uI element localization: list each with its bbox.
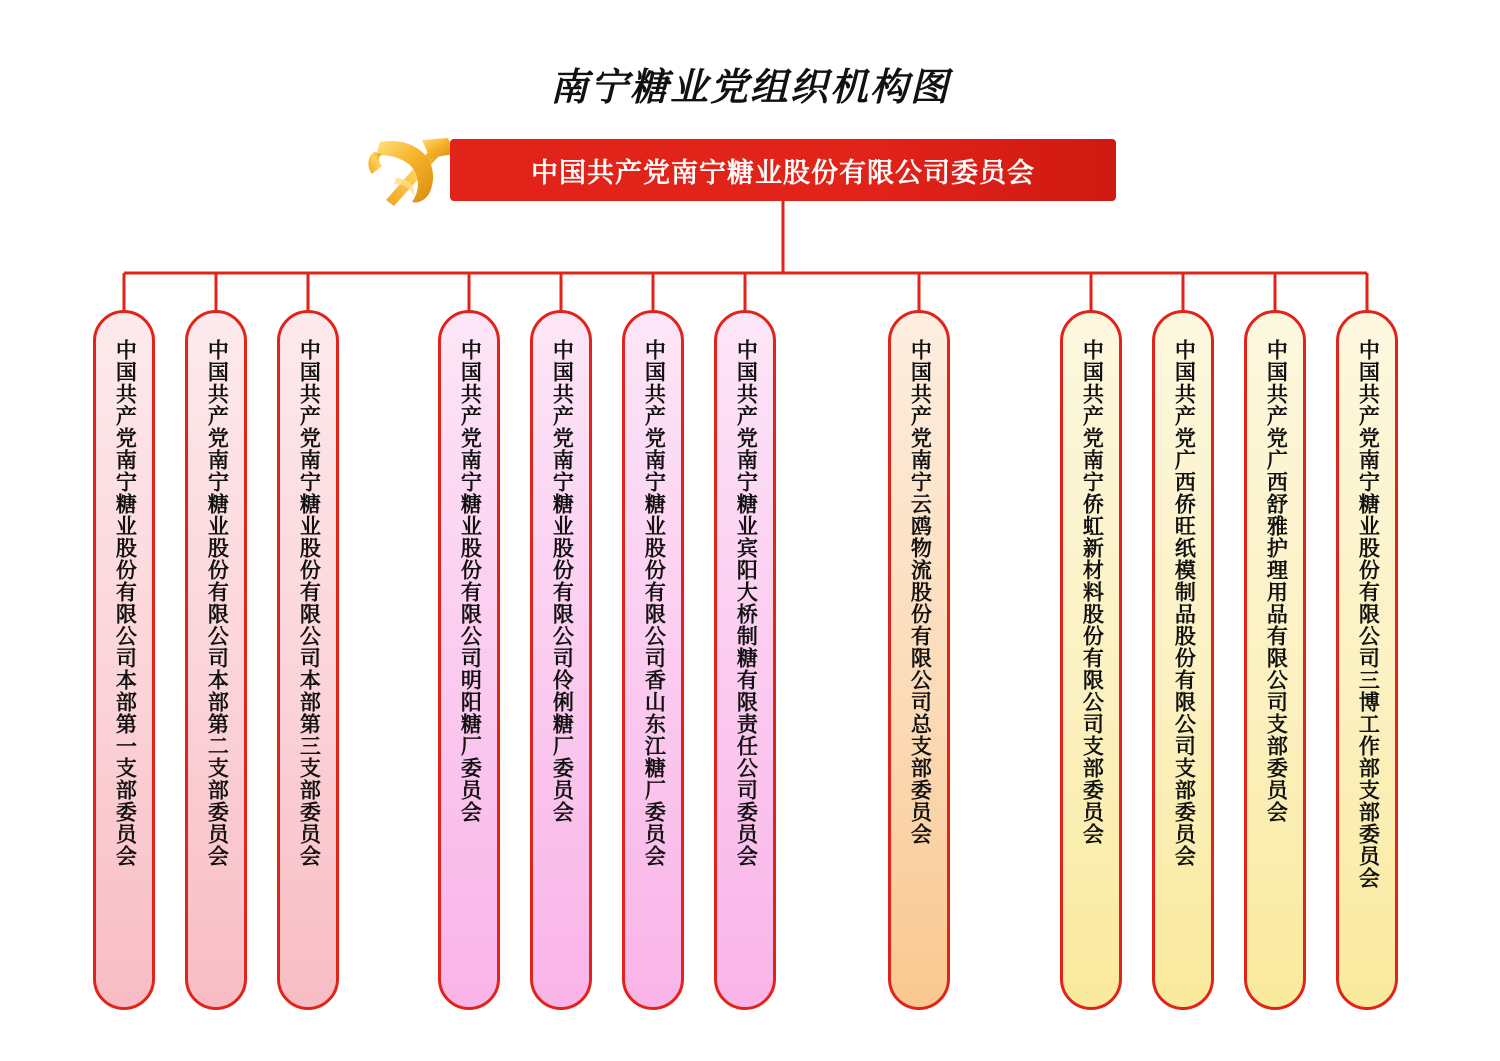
org-node-label: 中国共产党南宁糖业股份有限公司本部第一支部委员会 (113, 339, 137, 867)
org-node-1 (93, 310, 155, 1010)
root-node (356, 139, 1116, 201)
org-node-label: 中国共产党南宁糖业股份有限公司三博工作部支部委员会 (1356, 339, 1380, 889)
org-node-label: 中国共产党南宁糖业股份有限公司本部第三支部委员会 (297, 339, 321, 867)
root-banner (450, 139, 1116, 201)
org-node-10 (1152, 310, 1214, 1010)
org-node-label: 中国共产党南宁糖业股份有限公司伶俐糖厂委员会 (550, 339, 574, 823)
org-node-7 (714, 310, 776, 1010)
org-node-8 (888, 310, 950, 1010)
page-title: 南宁糖业党组织机构图 (549, 67, 950, 109)
org-node-label: 中国共产党南宁糖业股份有限公司香山东江糖厂委员会 (642, 339, 666, 867)
org-node-label: 中国共产党广西舒雅护理用品有限公司支部委员会 (1264, 339, 1288, 823)
org-node-label: 中国共产党南宁云鸥物流股份有限公司总支部委员会 (908, 339, 932, 845)
root-label: 中国共产党南宁糖业股份有限公司委员会 (531, 157, 1035, 188)
org-node-6 (622, 310, 684, 1010)
org-node-label: 中国共产党南宁糖业股份有限公司本部第二支部委员会 (205, 339, 229, 867)
org-node-3 (277, 310, 339, 1010)
org-node-12 (1336, 310, 1398, 1010)
org-node-2 (185, 310, 247, 1010)
org-node-label: 中国共产党南宁糖业宾阳大桥制糖有限责任公司委员会 (734, 339, 758, 867)
org-node-5 (530, 310, 592, 1010)
org-node-11 (1244, 310, 1306, 1010)
org-node-9 (1060, 310, 1122, 1010)
org-node-label: 中国共产党南宁糖业股份有限公司明阳糖厂委员会 (458, 339, 482, 823)
org-node-label: 中国共产党广西侨旺纸模制品股份有限公司支部委员会 (1172, 339, 1196, 867)
org-node-4 (438, 310, 500, 1010)
org-node-label: 中国共产党南宁侨虹新材料股份有限公司支部委员会 (1080, 339, 1104, 845)
